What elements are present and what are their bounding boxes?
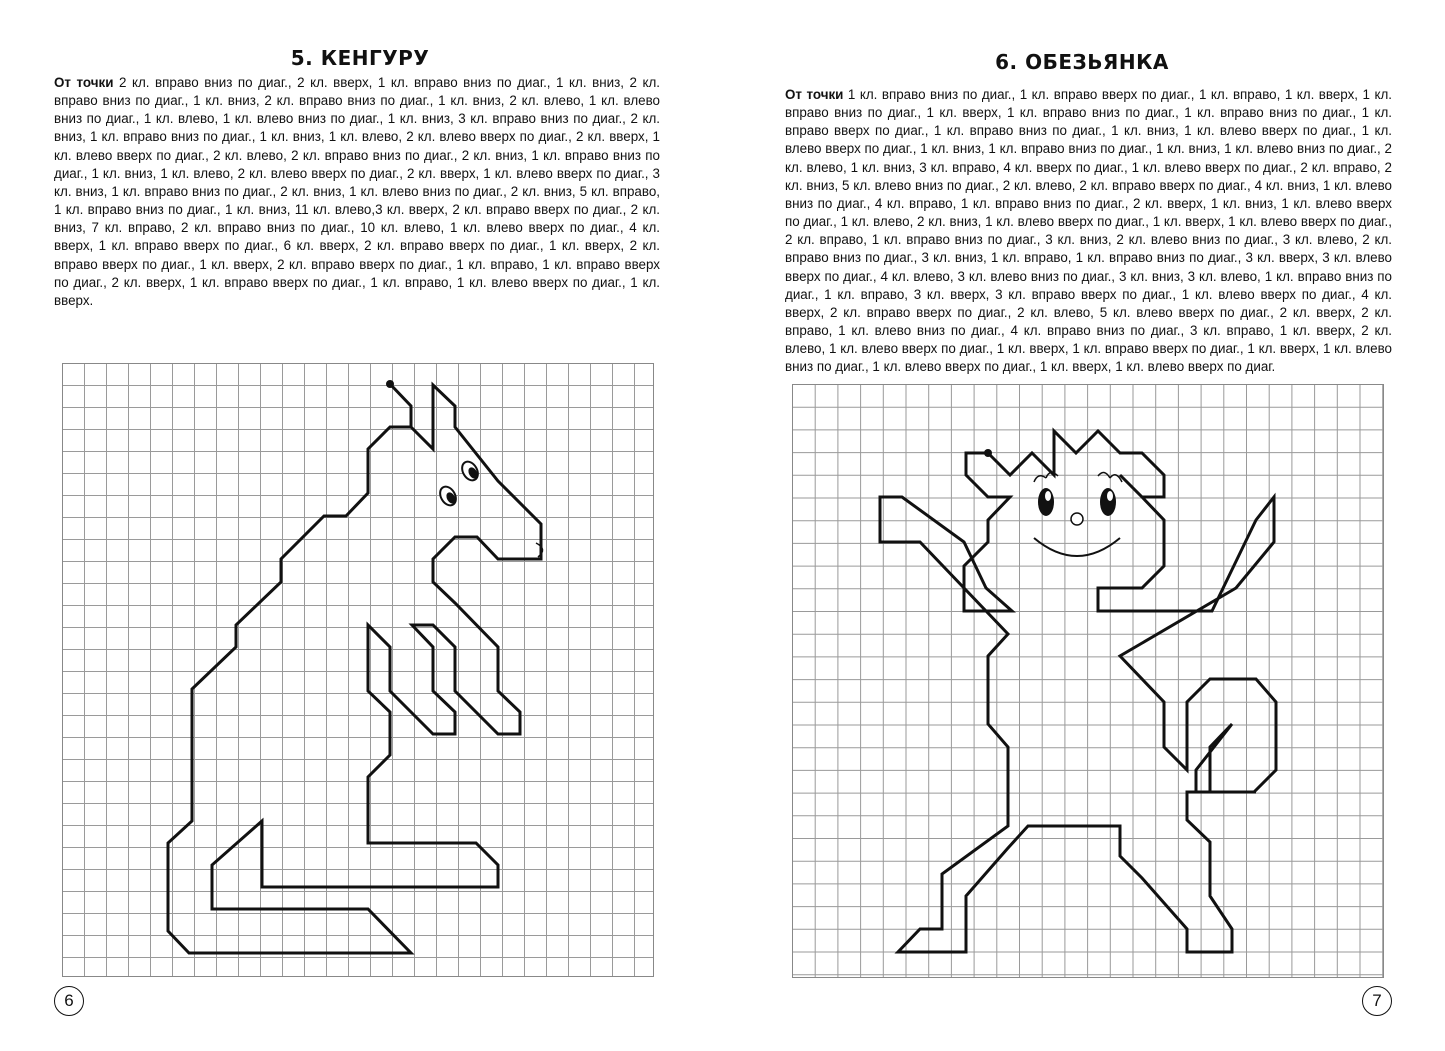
grid-lines bbox=[792, 384, 1384, 978]
monkey-eye-right-highlight bbox=[1107, 491, 1113, 501]
monkey-eye-right bbox=[1100, 488, 1116, 516]
page-title-kangaroo: 5. КЕНГУРУ bbox=[290, 46, 430, 70]
page-number-right: 7 bbox=[1362, 986, 1392, 1016]
kangaroo-drawing bbox=[62, 363, 654, 977]
start-dot bbox=[984, 449, 992, 457]
instructions-kangaroo bbox=[54, 74, 660, 310]
grid-lines bbox=[62, 363, 654, 977]
instructions-body: 1 кл. вправо вниз по диаг., 1 кл. вправо вверх по диаг., 1 кл. вправо, 1 кл. вверх, 1 кл. вправо вниз по диаг., 1 кл. вверх, 1 кл. вправо вниз по диаг., 1 кл. вправо вниз по диаг., 1 кл. вправо вверх по диаг., 1 кл. вправо вниз по диаг., 1 кл. вниз, 1 кл. влево вверх по диаг., 1 кл. влево вверх по диаг., 1 кл. вниз, 1 кл. вправо вниз по диаг., 1 кл. вниз, 1 кл. влево вниз по диаг., 2 кл. влево, 1 кл. вниз, 3 кл. вправо, 4 кл. вверх по диаг., 1 кл. влево вверх по диаг., 2 кл. вправо, 2 кл. вниз, 5 кл. влево вниз по диаг., 2 кл. влево, 2 кл. вправо вверх по диаг., 4 кл. вниз, 1 кл. влево вниз по диаг., 4 кл. вправо, 1 кл. вправо вниз по диаг., 2 кл. вверх, 1 кл. вниз, 1 кл. влево вверх по диаг., 1 кл. влево, 2 кл. вниз, 1 кл. влево вверх по диаг., 1 кл. вверх, 1 кл. влево вверх по диаг., 2 кл. вправо, 1 кл. вправо вниз по диаг., 3 кл. вниз, 2 кл. влево вниз по диаг., 3 кл. влево, 2 кл. вправо вниз по диаг., 3 кл. вниз, 1 кл. вправо, 1 кл. вправо вниз по диаг., 3 кл. вверх, 3 кл. влево вверх по диаг., 4 кл. влево, 3 кл. влево вниз по диаг., 3 кл. вниз, 3 кл. влево, 1 кл. вправо вниз по диаг., 1 кл. вправо, 3 кл. вверх, 3 кл. вправо вверх по диаг., 1 кл. влево вверх по диаг., 4 кл. вверх, 2 кл. вправо вверх по диаг., 2 кл. влево, 5 кл. влево вверх по диаг., 2 кл. вверх, 2 кл. вправо, 1 кл. влево вниз по диаг., 4 кл. вправо вниз по диаг., 3 кл. вправо, 1 кл. вверх, 2 кл. влево, 1 кл. влево вверх по диаг., 1 кл. вверх, 1 кл. вправо вверх по диаг., 1 кл. вверх, 1 кл. влево вниз по диаг., 1 кл. влево вверх по диаг., 1 кл. вверх, 1 кл. влево вверх по диаг. bbox=[785, 87, 1392, 375]
instructions-body: 2 кл. вправо вниз по диаг., 2 кл. вверх, 1 кл. вправо вниз по диаг., 1 кл. вниз, 2 кл. вправо вниз по диаг., 1 кл. вниз, 2 кл. вправо вниз по диаг., 1 кл. вниз, 2 кл. влево, 1 кл. влево вниз по диаг., 1 кл. влево, 1 кл. влево вниз по диаг., 1 кл. вниз, 3 кл. вправо вниз по диаг., 2 кл. вниз, 1 кл. вправо вниз по диаг., 1 кл. вниз, 1 кл. влево, 2 кл. влево вверх по диаг., 2 кл. вверх, 1 кл. влево вверх по диаг., 2 кл. влево, 2 кл. вправо вниз по диаг., 2 кл. вниз, 1 кл. вправо вниз по диаг., 1 кл. вниз, 1 кл. влево, 2 кл. влево вверх по диаг., 2 кл. вверх, 1 кл. влево вверх по диаг., 3 кл. вниз, 1 кл. вправо вниз по диаг., 2 кл. вниз, 1 кл. влево вниз по диаг., 2 кл. вниз, 5 кл. вправо, 1 кл. вправо вниз по диаг., 1 кл. вниз, 11 кл. влево,3 кл. вверх, 2 кл. вправо вверх по диаг., 2 кл. вниз, 7 кл. вправо, 2 кл. вправо вниз по диаг., 10 кл. влево, 1 кл. влево вверх по диаг., 4 кл. вверх, 1 кл. вправо вверх по диаг., 6 кл. вверх, 2 кл. вправо вверх по диаг., 1 кл. вверх, 2 кл. вправо вверх по диаг., 1 кл. вверх, 2 кл. вправо вверх по диаг., 1 кл. вправо, 1 кл. вправо вверх по диаг., 2 кл. вверх, 1 кл. вправо вверх по диаг., 1 кл. вправо, 1 кл. влево вверх по диаг., 1 кл. вверх. bbox=[54, 75, 660, 308]
right-page bbox=[722, 0, 1445, 1051]
grid-border bbox=[63, 364, 654, 977]
monkey-grid bbox=[792, 384, 1384, 978]
monkey-smile bbox=[1034, 538, 1120, 556]
instructions-monkey bbox=[785, 86, 1392, 377]
start-dot bbox=[386, 380, 394, 388]
instructions-lead: От точки bbox=[54, 75, 114, 90]
page-number-left: 6 bbox=[54, 986, 84, 1016]
monkey-eye-left bbox=[1038, 488, 1054, 516]
monkey-nose bbox=[1071, 513, 1083, 525]
instructions-lead: От точки bbox=[785, 87, 844, 102]
left-page bbox=[0, 0, 722, 1051]
kangaroo-outline bbox=[168, 384, 541, 953]
monkey-eye-left-highlight bbox=[1045, 491, 1051, 501]
kangaroo-grid bbox=[62, 363, 654, 977]
monkey-drawing bbox=[792, 384, 1384, 978]
monkey-outline bbox=[880, 431, 1276, 952]
page-title-monkey: 6. ОБЕЗЬЯНКА bbox=[995, 50, 1169, 74]
